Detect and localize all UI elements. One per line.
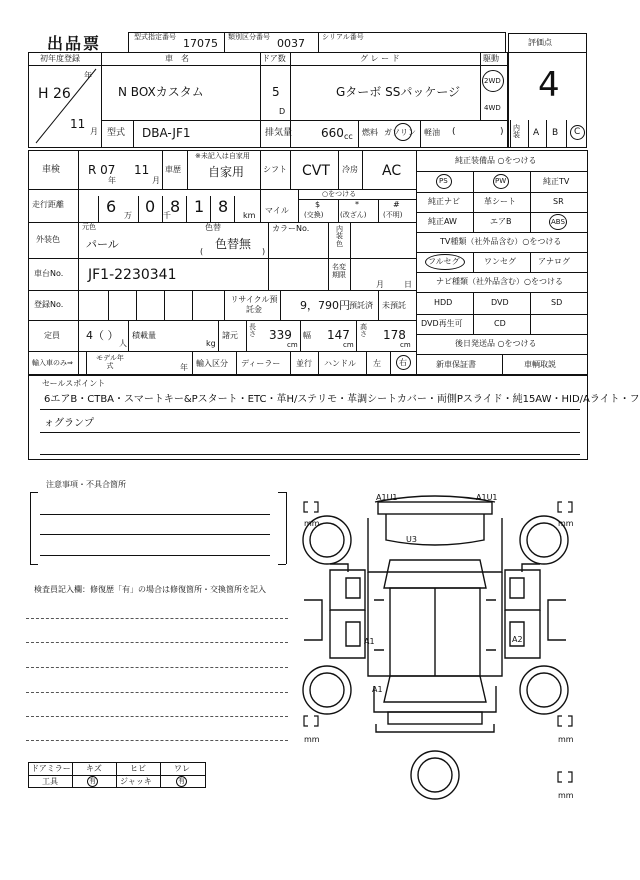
height-label: 高さ <box>360 323 367 339</box>
title-expiry-label: 名変期限 <box>332 263 346 279</box>
legend-crack: ヒビ <box>130 764 146 773</box>
inspection-era: R 07 <box>88 163 116 177</box>
grade-value: Gターボ SSパッケージ <box>336 85 461 99</box>
eval-score: 4 <box>538 65 560 105</box>
displacement-value: 660 <box>321 126 344 140</box>
steering-right: 右 <box>399 358 407 367</box>
paint-paren-open: ( <box>200 247 204 256</box>
height-value: 178 <box>383 328 406 342</box>
orig-color-label: 元色 <box>82 223 96 231</box>
doors-value: 5 <box>272 85 280 99</box>
tv-header: TV種類（社外品含む）○をつける <box>440 237 562 246</box>
exchange-label: (交換) <box>304 211 324 219</box>
history-value: 自家用 <box>208 165 245 179</box>
import-dealer: ディーラー <box>241 359 281 368</box>
drive-4wd: 4WD <box>484 104 501 112</box>
equip-tv: 純正TV <box>543 177 570 186</box>
expiry-month-mark: 月 <box>376 280 384 289</box>
mark-front-left: A1U1 <box>376 493 398 502</box>
mileage-man: 万 <box>124 211 132 220</box>
nav-dvd-play: DVD再生可 <box>421 319 463 328</box>
mileage-digit-2: 0 <box>145 197 156 216</box>
width-value: 147 <box>327 328 350 342</box>
interior-c: C <box>574 127 581 137</box>
nav-hdd: HDD <box>434 298 453 307</box>
interior-a: A <box>533 128 540 138</box>
mark-left-door: A1 <box>364 637 375 646</box>
history-note: ※未記入は自家用 <box>195 152 250 160</box>
year-suffix: 年 <box>84 71 92 80</box>
sales-box <box>28 375 588 460</box>
mileage-circle-note: ○をつける <box>322 190 357 198</box>
shift-label: シフト <box>263 165 287 174</box>
mileage-digit-1: 6 <box>106 197 117 216</box>
capacity-label: 定員 <box>44 331 60 340</box>
capacity-value: 4（ ） <box>86 329 119 342</box>
mileage-digit-4: 1 <box>194 197 205 216</box>
steering-left: 左 <box>373 359 381 368</box>
inspection-month-suffix: 月 <box>152 176 160 185</box>
legend-tools-value: 有 <box>89 777 96 785</box>
first-reg-month: 11 <box>70 117 86 131</box>
mark-front-right: A1U1 <box>476 493 498 502</box>
altered-symbol: * <box>355 200 359 209</box>
door-type: D <box>279 107 286 116</box>
later-manual: 車輌取説 <box>524 360 556 369</box>
nav-cd: CD <box>494 319 506 328</box>
notes-label: 注意事項・不具合箇所 <box>46 480 126 489</box>
category-value: 0037 <box>277 37 305 50</box>
tv-fullseg: フルセグ <box>428 257 460 266</box>
legend-tools: 工具 <box>42 777 58 786</box>
first-reg-label: 初年度登録 <box>40 54 80 63</box>
legend-scratch: キズ <box>86 764 102 773</box>
dims-label: 諸元 <box>222 331 238 340</box>
color-no-label: カラーNo. <box>272 224 310 233</box>
fuel-selected: ガソリン <box>384 128 416 137</box>
ac-value: AC <box>382 163 402 179</box>
car-name-label: 車 名 <box>165 54 189 63</box>
model-label: 型式 <box>107 128 126 138</box>
serial-label: シリアル番号 <box>322 33 364 41</box>
load-kg: kg <box>206 339 216 348</box>
exterior-color-label: 外装色 <box>36 235 60 244</box>
width-label: 幅 <box>303 331 311 340</box>
equip-abs: ABS <box>551 218 565 226</box>
month-suffix: 月 <box>90 127 98 136</box>
interior-color-label: 内装色 <box>336 225 343 248</box>
equip-ps: PS <box>439 177 448 185</box>
mile-label: マイル <box>265 206 289 215</box>
document-title: 出品票 <box>47 34 102 53</box>
inspector-label: 検査員記入欄：修復歴「有」の場合は修復箇所・交換箇所を記入 <box>34 585 266 594</box>
expiry-day-mark: 日 <box>404 280 412 289</box>
later-warranty: 新車保証書 <box>436 360 476 369</box>
vin-label: 車台No. <box>34 269 64 278</box>
inspection-month: 11 <box>134 163 150 177</box>
recycle-label: リサイクル預託金 <box>230 295 278 314</box>
mileage-sen: 千 <box>163 211 171 220</box>
steering-label: ハンドル <box>324 359 356 368</box>
recycle-unpaid: 未預託 <box>382 301 406 310</box>
equip-navi: 純正ナビ <box>428 197 460 206</box>
model-cert-value: 17075 <box>183 37 218 50</box>
tv-oneseg: ワンセグ <box>484 257 516 266</box>
later-header: 後日発送品 ○をつける <box>455 339 537 348</box>
altered-label: (改ざん) <box>340 211 367 219</box>
length-value: 339 <box>269 328 292 342</box>
equip-leather: 革シート <box>484 197 516 206</box>
shift-value: CVT <box>302 163 330 179</box>
mm-front-right: mm <box>558 519 574 528</box>
recycle-value: 9，790円 <box>300 299 350 312</box>
paint-value: 色替無 <box>215 237 252 251</box>
load-label: 積載量 <box>132 331 156 340</box>
equip-pw: PW <box>495 177 507 185</box>
legend-jack-value: 有 <box>178 777 185 785</box>
mileage-digit-3: 8 <box>170 197 181 216</box>
drive-label: 駆動 <box>483 54 499 63</box>
first-reg-era: H 26 <box>38 86 71 102</box>
interior-label: 内装 <box>513 124 520 140</box>
sales-label: セールスポイント <box>42 379 106 388</box>
height-unit: cm <box>400 341 411 349</box>
interior-b: B <box>552 128 559 138</box>
import-label: 輸入車のみ⇒ <box>32 359 73 367</box>
displacement-label: 排気量 <box>265 128 293 138</box>
capacity-person: 人 <box>119 339 127 348</box>
car-name: N BOXカスタム <box>118 85 204 99</box>
tv-analog: アナログ <box>538 257 570 266</box>
model-value: DBA-JF1 <box>142 126 191 140</box>
mm-rear-left: mm <box>304 735 320 744</box>
sales-line-1: 6エアB・CTBA・スマートキー&Pスタート・ETC・革H/ステリモ・革調シートカバー・両側Pスライド・純15AW・HID/Aライト・フ <box>44 394 640 405</box>
model-cert-label: 型式指定番号 <box>134 33 176 41</box>
fuel-paren-close: ) <box>500 127 504 137</box>
car-diagram <box>290 480 590 820</box>
category-label: 類別区分番号 <box>228 33 270 41</box>
legend-mirror: ドアミラー <box>31 764 71 773</box>
sales-line-2: ォグランプ <box>44 418 94 429</box>
mileage-label: 走行距離 <box>32 200 64 209</box>
import-parallel: 並行 <box>296 359 312 368</box>
model-year-label: モデル年式 <box>96 354 124 371</box>
fuel-paren-open: ( <box>452 127 456 137</box>
exchange-symbol: $ <box>315 200 321 209</box>
fuel-other: 軽油 <box>424 128 440 137</box>
mark-rear-left: A1 <box>372 685 383 694</box>
length-unit: cm <box>287 341 298 349</box>
nav-sd: SD <box>551 298 563 307</box>
paint-paren-close: ) <box>262 247 266 256</box>
equip-sr: SR <box>553 197 564 206</box>
mileage-digit-5: 8 <box>218 197 229 216</box>
mm-rear-right: mm <box>558 735 574 744</box>
ac-label: 冷房 <box>342 165 358 174</box>
reg-no-label: 登録No. <box>34 300 64 309</box>
equip-airbag: エアB <box>490 217 512 226</box>
mark-right-door: A2 <box>512 635 523 644</box>
nav-header: ナビ種類（社外品含む）○をつける <box>436 277 563 286</box>
unknown-label: (不明) <box>383 211 403 219</box>
grade-label: グ レ ー ド <box>360 54 400 63</box>
paint-label: 色替 <box>205 223 221 232</box>
legend-jack: ジャッキ <box>120 777 152 786</box>
model-year-mark: 年 <box>180 363 188 372</box>
eval-label: 評価点 <box>528 38 552 47</box>
inspection-year-suffix: 年 <box>108 176 116 185</box>
mileage-km: km <box>243 211 256 220</box>
doors-label: ドア数 <box>262 54 286 63</box>
fuel-label: 燃料 <box>362 128 378 137</box>
orig-color-value: パール <box>86 238 119 251</box>
unknown-symbol: # <box>393 200 400 209</box>
import-class-label: 輸入区分 <box>196 359 228 368</box>
mark-hood: U3 <box>406 535 417 544</box>
vin-value: JF1-2230341 <box>88 267 177 283</box>
equipment-header: 純正装備品 ○をつける <box>455 156 537 165</box>
inspection-label: 車検 <box>42 165 61 175</box>
nav-dvd: DVD <box>491 298 509 307</box>
length-label: 長さ <box>249 323 256 339</box>
equip-aw: 純正AW <box>428 217 457 226</box>
recycle-status: 預託済 <box>349 301 373 310</box>
mm-spare: mm <box>558 791 574 800</box>
legend-break: ワレ <box>174 764 190 773</box>
width-unit: cm <box>343 341 354 349</box>
history-label: 車歴 <box>165 165 181 174</box>
drive-2wd: 2WD <box>484 77 501 85</box>
mm-front-left: mm <box>304 519 320 528</box>
displacement-unit: cc <box>344 132 353 141</box>
